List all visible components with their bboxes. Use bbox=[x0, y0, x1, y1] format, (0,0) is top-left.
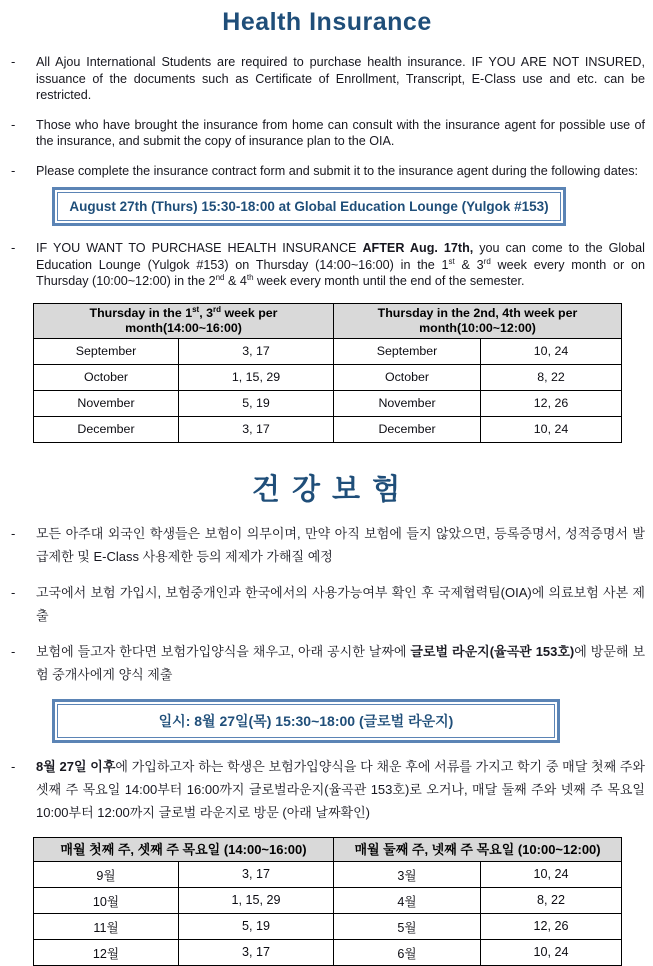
table-cell: 4월 bbox=[334, 887, 481, 913]
table-cell: November bbox=[34, 390, 179, 416]
table-cell: 10월 bbox=[34, 887, 179, 913]
table-cell: 3, 17 bbox=[179, 861, 334, 887]
table-cell: 11월 bbox=[34, 913, 179, 939]
table-row bbox=[34, 861, 622, 887]
table-row bbox=[34, 364, 622, 390]
bullet-item-en-1 bbox=[11, 54, 645, 104]
bullet-text-en-4: IF YOU WANT TO PURCHASE HEALTH INSURANCE AFTER Aug. 17th, you can come to the Global Education Lounge (Yulgok #153) on Thursday (14:00~16:00) in the 1st & 3rd week every month or on Thursday (10:00~12:00) in the 2nd & 4th week every month until the end of the semester. bbox=[36, 241, 645, 288]
table-cell: 3, 17 bbox=[179, 338, 334, 364]
bullet-item-kr-2 bbox=[11, 581, 645, 627]
table-cell: 1, 15, 29 bbox=[179, 887, 334, 913]
page-title-kr: 건 강 보 험 bbox=[251, 473, 403, 506]
bullet-text-kr-2: 고국에서 보험 가입시, 보험중개인과 한국에서의 사용가능여부 확인 후 국제협력팀(OIA)에 의료보험 사본 제출 bbox=[36, 584, 645, 623]
schedule-table-en bbox=[33, 303, 622, 443]
table-header-row bbox=[34, 303, 622, 338]
bullet-dash: - bbox=[11, 54, 16, 69]
bullet-text-en-1: All Ajou International Students are required to purchase health insurance. IF YOU ARE NOT INSURED, issuance of the documents such as Certificate of Enrollment, Transcript, E-Class use and etc. can be restricted. bbox=[36, 55, 645, 102]
table-header-kr-left: 매월 첫째 주, 셋째 주 목요일 (14:00~16:00) bbox=[34, 837, 334, 861]
bullet-dash: - bbox=[11, 116, 16, 132]
table-row bbox=[34, 338, 622, 364]
table-cell: 1, 15, 29 bbox=[179, 364, 334, 390]
table-cell: 10, 24 bbox=[481, 416, 622, 442]
table-cell: November bbox=[334, 390, 481, 416]
bullet-dash: - bbox=[11, 240, 16, 255]
table-cell: 3, 17 bbox=[179, 939, 334, 965]
date-box-kr bbox=[52, 699, 560, 743]
bullet-text-kr-3: 보험에 들고자 한다면 보험가입양식을 채우고, 아래 공시한 날짜에 글로벌 라운지(율곡관 153호)에 방문해 보험 중개사에게 양식 제출 bbox=[36, 643, 646, 682]
bullet-text-kr-1: 모든 아주대 외국인 학생들은 보험이 의무이며, 만약 아직 보험에 들지 않았으면, 등록증명서, 성적증명서 발급제한 및 E-Class 사용제한 등의 제제가 가해질 예정 bbox=[36, 525, 645, 564]
table-cell: September bbox=[34, 338, 179, 364]
bullet-dash: - bbox=[11, 758, 16, 774]
table-header-row bbox=[34, 837, 622, 861]
table-cell: 3월 bbox=[334, 861, 481, 887]
bullet-item-en-2 bbox=[11, 117, 645, 150]
table-row bbox=[34, 390, 622, 416]
bullet-item-en-4 bbox=[11, 240, 645, 290]
table-cell: 5월 bbox=[334, 913, 481, 939]
bullet-text-kr-4: 8월 27일 이후에 가입하고자 하는 학생은 보험가입양식을 다 채운 후에 서류를 가지고 학기 중 매달 첫째 주와 셋째 주 목요일 14:00부터 16:00까지 글로벌라운지(율곡관 153호)로 오거나, 매달 둘째 주와 넷째 주 목요일 10:00부터 12:00까지 글로벌 라운지로 방문 (아래 날짜확인) bbox=[36, 758, 645, 820]
table-cell: 9월 bbox=[34, 861, 179, 887]
table-cell: 10, 24 bbox=[481, 338, 622, 364]
table-row bbox=[34, 416, 622, 442]
table-row bbox=[34, 913, 622, 939]
bullet-text-en-3: Please complete the insurance contract form and submit it to the insurance agent during the following dates: bbox=[36, 163, 639, 178]
date-box-en-text: August 27th (Thurs) 15:30-18:00 at Global Education Lounge (Yulgok #153) bbox=[57, 192, 561, 221]
bullet-dash: - bbox=[11, 584, 16, 600]
table-cell: October bbox=[34, 364, 179, 390]
table-row bbox=[34, 939, 622, 965]
bullet-item-kr-3 bbox=[11, 640, 645, 686]
table-cell: September bbox=[334, 338, 481, 364]
bullet-dash: - bbox=[11, 643, 16, 659]
table-cell: 8, 22 bbox=[481, 887, 622, 913]
table-cell: 12월 bbox=[34, 939, 179, 965]
table-cell: 10, 24 bbox=[481, 861, 622, 887]
table-cell: 8, 22 bbox=[481, 364, 622, 390]
table-cell: 10, 24 bbox=[481, 939, 622, 965]
after-aug-27-bold: 8월 27일 이후 bbox=[36, 758, 116, 774]
date-box-kr-text: 일시: 8월 27일(목) 15:30~18:00 (글로벌 라운지) bbox=[57, 704, 555, 738]
page-title-en: Health Insurance bbox=[222, 8, 432, 36]
table-cell: 3, 17 bbox=[179, 416, 334, 442]
schedule-table-kr bbox=[33, 837, 622, 966]
bullet-item-en-3 bbox=[11, 163, 645, 180]
table-cell: 6월 bbox=[334, 939, 481, 965]
table-cell: 12, 26 bbox=[481, 390, 622, 416]
table-cell: 5, 19 bbox=[179, 913, 334, 939]
bullet-item-kr-1 bbox=[11, 522, 645, 568]
bullet-text-en-2: Those who have brought the insurance from home can consult with the insurance agent for possible use of the insurance, and submit the copy of insurance plan to the OIA. bbox=[36, 117, 645, 148]
bullet-dash: - bbox=[11, 162, 16, 178]
table-cell: December bbox=[334, 416, 481, 442]
table-header-en-right: Thursday in the 2nd, 4th week per month(10:00~12:00) bbox=[334, 303, 622, 338]
table-row bbox=[34, 887, 622, 913]
table-cell: 12, 26 bbox=[481, 913, 622, 939]
table-cell: October bbox=[334, 364, 481, 390]
table-cell: 5, 19 bbox=[179, 390, 334, 416]
after-aug-17-bold: AFTER Aug. 17th, bbox=[362, 241, 474, 255]
table-header-en-left: Thursday in the 1st, 3rd week per month(14:00~16:00) bbox=[34, 303, 334, 338]
bullet-dash: - bbox=[11, 525, 16, 541]
table-header-kr-right: 매월 둘째 주, 넷째 주 목요일 (10:00~12:00) bbox=[334, 837, 622, 861]
table-cell: December bbox=[34, 416, 179, 442]
date-box-en bbox=[52, 187, 566, 226]
bullet-item-kr-4 bbox=[11, 755, 645, 824]
global-lounge-bold: 글로벌 라운지(율곡관 153호) bbox=[410, 643, 575, 659]
